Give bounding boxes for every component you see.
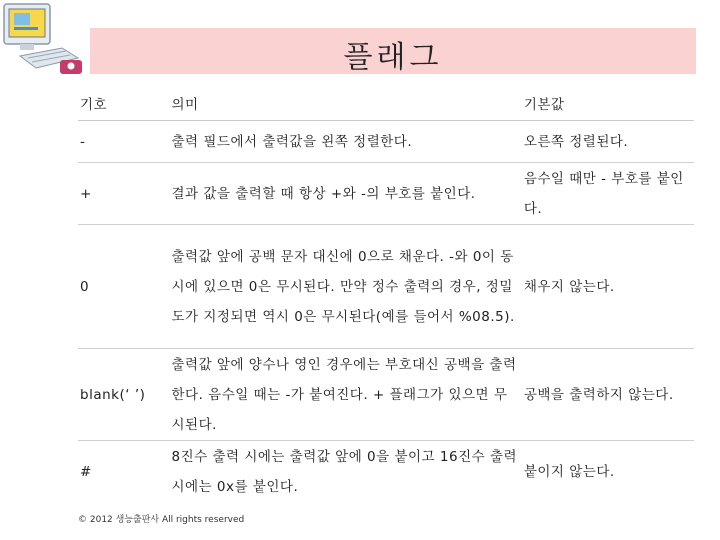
header-symbol: 기호 (80, 97, 108, 113)
cell-default: 음수일 때만 - 부호를 붙인다. (523, 170, 684, 217)
title-banner (90, 28, 696, 74)
cell-default: 공백을 출력하지 않는다. (523, 386, 674, 403)
flag-table (78, 90, 694, 503)
header-meaning: 의미 (171, 97, 199, 113)
computer-clipart-icon (0, 0, 90, 80)
table-row (78, 349, 694, 441)
table-row (78, 163, 694, 225)
cell-meaning: 8진수 출력 시에는 출력값 앞에 0을 붙이고 16진수 출력 시에는 0x를 붙인다. (171, 448, 518, 495)
cell-meaning: 결과 값을 출력할 때 항상 +와 -의 부호를 붙인다. (171, 185, 476, 202)
cell-symbol: 0 (80, 278, 90, 295)
table-row (78, 225, 694, 349)
cell-default: 오른쪽 정렬된다. (523, 133, 629, 150)
cell-symbol: # (80, 463, 92, 480)
copyright-footer: © 2012 생능출판사 All rights reserved (78, 515, 245, 525)
cell-symbol: blank(‘ ’) (80, 386, 146, 403)
slide-title: 플래그 (343, 40, 443, 75)
cell-symbol: - (80, 133, 86, 150)
cell-default: 채우지 않는다. (523, 278, 615, 295)
cell-default: 붙이지 않는다. (523, 463, 615, 480)
cell-symbol: + (80, 185, 92, 202)
cell-meaning: 출력값 앞에 양수나 영인 경우에는 부호대신 공백을 출력한다. 음수일 때는 -가 붙여진다. + 플래그가 있으면 무시된다. (171, 356, 517, 433)
table-header-row (78, 90, 694, 121)
header-default: 기본값 (523, 97, 565, 113)
table-row (78, 121, 694, 163)
cell-meaning: 출력값 앞에 공백 문자 대신에 0으로 채운다. -와 0이 동시에 있으면 0은 무시된다. 만약 정수 출력의 경우, 정밀도가 지정되면 역시 0은 무시된다(예를 들어서 %08.5). (171, 248, 515, 325)
cell-meaning: 출력 필드에서 출력값을 왼쪽 정렬한다. (171, 133, 413, 150)
table-row (78, 441, 694, 503)
